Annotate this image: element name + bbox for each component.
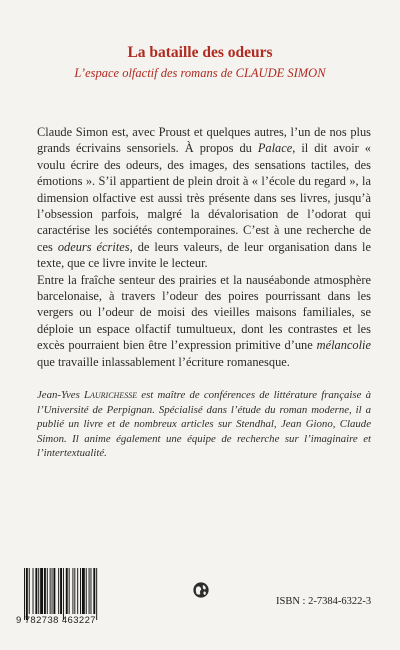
barcode-bar [72, 568, 73, 614]
barcode-digits: 9 782738 463227 [16, 615, 96, 626]
blurb-text-run: Entre la fraîche senteur des prairies et la nauséabonde atmosphère barcelonaise, à travers l’odeur des poires pourrissant dans les vergers ou l’odeur de moisi des vieilles maisons familiales, se déploie un espace olfactif tumultueux, dont les contrastes et les excès pourraient bien être l’expression primitive d’une [37, 272, 371, 353]
blurb-paragraph-1 [37, 124, 371, 272]
barcode-bar [24, 568, 25, 620]
barcode-bar [50, 568, 51, 614]
barcode-bar [47, 568, 48, 614]
barcode-bar [52, 568, 53, 614]
barcode-bar [53, 568, 55, 614]
author-last-name: Laurichesse [83, 389, 138, 401]
book-title: La bataille des odeurs [127, 44, 273, 61]
barcode-bar [89, 568, 90, 614]
barcode-bar [29, 568, 30, 614]
barcode-bar [93, 568, 95, 614]
barcode-bar [91, 568, 92, 614]
barcode [22, 568, 120, 620]
barcode-bar [38, 568, 39, 614]
barcode-bar [63, 568, 64, 620]
blurb-paragraph-2 [37, 272, 371, 370]
blurb-italic-melancolie: mélancolie [316, 338, 371, 353]
author-first-name: Jean-Yves [37, 389, 84, 401]
blurb-text-run: Claude Simon est, avec Proust et quelques autres, l’un de nos plus grands écrivains sensoriels. À propos du [37, 125, 371, 156]
barcode-bar [69, 568, 70, 614]
barcode-bar [66, 568, 68, 614]
blurb-text-run: , il dit avoir « voulu écrire des odeurs, des images, des sensations tactiles, des émotions ». S’il appartient de plein droit à « l’école du regard », la dimension olfactive est aussi très présente dans ses livres, jusqu’à l’obsession parfois, malgré la dévalorisation de l’odorat qui caractérise les sociétés contemporaines. C’est à une recherche de ces [37, 141, 372, 254]
barcode-bar [35, 568, 37, 614]
barcode-bar [86, 568, 87, 614]
barcode-bar [58, 568, 59, 614]
barcode-bar [80, 568, 81, 614]
barcode-bar [44, 568, 46, 614]
globe-icon [192, 581, 210, 599]
barcode-bar [74, 568, 75, 614]
barcode-bar [96, 568, 97, 620]
book-subtitle: L’espace olfactif des romans de CLAUDE SIMON [74, 66, 326, 80]
author-bio-text: est maître de conférences de littérature française à l’Université de Perpignan. Spécialisé dans l’étude du roman moderne, il a publié un livre et de nombreux articles sur Stendhal, Jean Giono, Claude Simon. Il anime également une équipe de recherche sur l’imaginaire et l’intertextualité. [37, 389, 371, 460]
blurb-italic-palace: Palace [257, 141, 293, 156]
isbn-text: ISBN : 2-7384-6322-3 [276, 596, 372, 607]
barcode-bar [82, 568, 85, 614]
blurb-italic-odeurs: odeurs écrites [57, 239, 130, 254]
blurb-text-run: , de leurs valeurs, de leur organisation dans le texte, que ce livre invite le lecteur. [37, 239, 371, 271]
barcode-bar [26, 568, 28, 620]
barcode-bar [77, 568, 78, 614]
barcode-bar [60, 568, 62, 614]
barcode-bar [33, 568, 34, 614]
author-bio [37, 388, 371, 461]
blurb-text [37, 124, 371, 370]
blurb-text-run: que travaille inlassablement l’écriture romanesque. [37, 354, 290, 369]
barcode-bar [40, 568, 43, 614]
